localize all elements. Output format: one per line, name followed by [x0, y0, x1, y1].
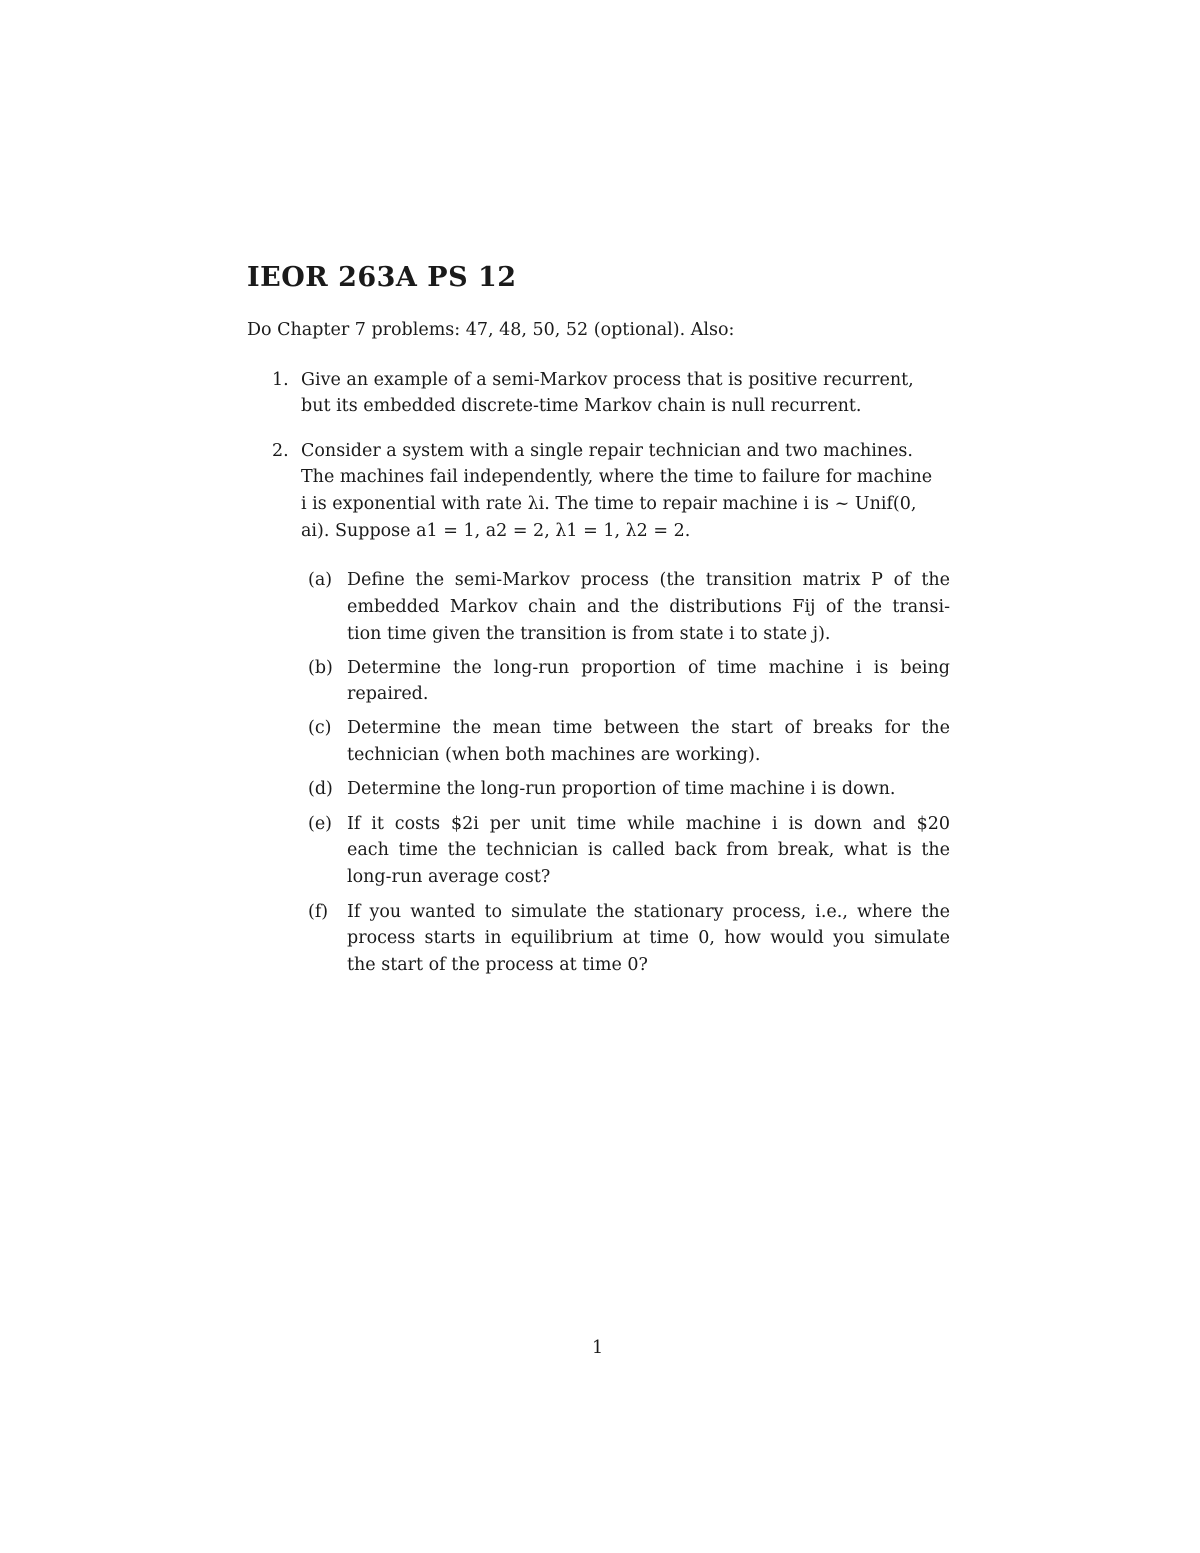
part-c-line-2: technician (when both machines are working).: [347, 745, 761, 765]
part-d-line-1: Determine the long-run proportion of time machine i is down.: [347, 779, 896, 799]
problem-2-line-1: Consider a system with a single repair technician and two machines.: [301, 441, 913, 461]
problem-2-line-4: ai). Suppose a1 = 1, a2 = 2, λ1 = 1, λ2 = 2.: [301, 521, 691, 541]
part-a-line-2: embedded Markov chain and the distributions Fij of the transi-: [347, 597, 950, 617]
part-c-line-1: Determine the mean time between the start of breaks for the: [347, 718, 950, 738]
intro-text: Do Chapter 7 problems: 47, 48, 50, 52 (optional). Also:: [247, 320, 735, 340]
part-f-line-2: process starts in equilibrium at time 0, how would you simulate: [347, 928, 950, 948]
part-e-line-2: each time the technician is called back from break, what is the: [347, 840, 950, 860]
part-c-label: (c): [308, 718, 332, 738]
part-b-line-2: repaired.: [347, 684, 429, 704]
part-e-line-3: long-run average cost?: [347, 867, 551, 887]
part-d-label: (d): [308, 779, 333, 799]
part-f-label: (f): [308, 902, 329, 922]
page-title: IEOR 263A PS 12: [247, 262, 517, 293]
problem-2-line-3: i is exponential with rate λi. The time to repair machine i is ~ Unif(0,: [301, 494, 917, 514]
problem-2-label: 2.: [272, 441, 289, 461]
problem-1-line-1: Give an example of a semi-Markov process that is positive recurrent,: [301, 370, 914, 390]
part-a-line-3: tion time given the transition is from state i to state j).: [347, 624, 831, 644]
page-number: 1: [592, 1338, 604, 1358]
part-e-label: (e): [308, 814, 333, 834]
part-f-line-1: If you wanted to simulate the stationary process, i.e., where the: [347, 902, 950, 922]
part-a-label: (a): [308, 570, 333, 590]
problem-2-line-2: The machines fail independently, where the time to failure for machine: [301, 467, 933, 487]
problem-1-label: 1.: [272, 370, 289, 390]
part-b-label: (b): [308, 658, 333, 678]
part-e-line-1: If it costs $2i per unit time while machine i is down and $20: [347, 814, 950, 834]
part-a-line-1: Define the semi-Markov process (the transition matrix P of the: [347, 570, 950, 590]
problem-1-line-2: but its embedded discrete-time Markov chain is null recurrent.: [301, 396, 862, 416]
part-f-line-3: the start of the process at time 0?: [347, 955, 648, 975]
part-b-line-1: Determine the long-run proportion of time machine i is being: [347, 658, 950, 678]
